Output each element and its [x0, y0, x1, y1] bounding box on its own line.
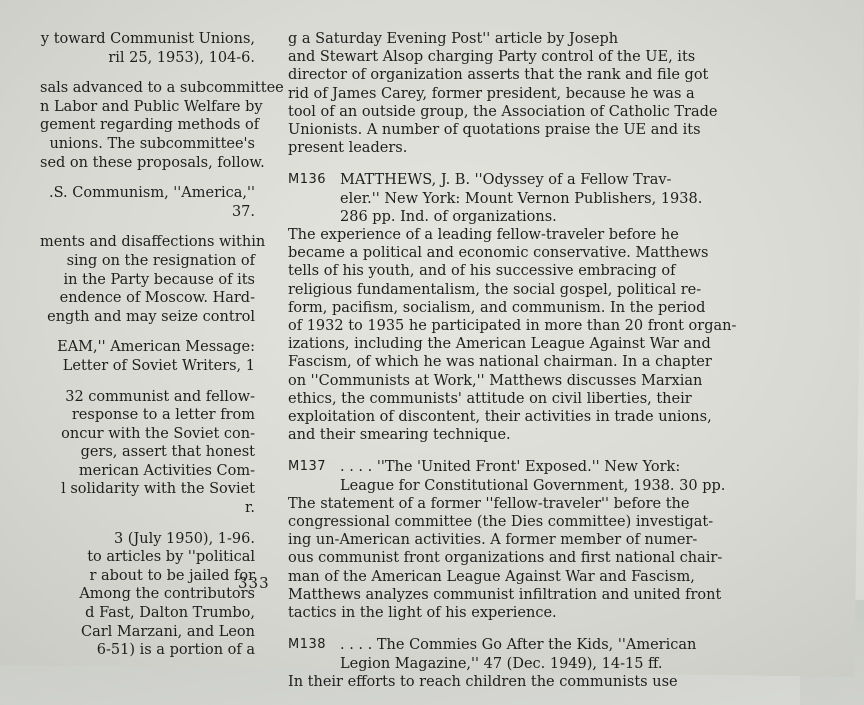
annotation-line: izations, including the American League Against War and — [288, 336, 711, 353]
citation-line: eler.'' New York: Mount Vernon Publishers, 1938. — [340, 190, 703, 207]
text-line: merican Activities Com- — [78, 462, 255, 479]
text-line: to articles by ''political — [87, 549, 255, 566]
text-line: tool of an outside group, the Association of Catholic Trade — [288, 103, 718, 120]
annotation-line: man of the American League Against War and Fascism, — [288, 568, 695, 585]
annotation-line: tells of his youth, and of his successive embracing of — [288, 263, 676, 280]
annotation-line: Fascism, of which he was national chairman. In a chapter — [288, 354, 712, 371]
entry-annotation — [288, 226, 748, 444]
text-line: ength and may seize control — [47, 308, 255, 325]
annotation-line: form, pacifism, socialism, and communism. In the period — [288, 299, 706, 316]
text-line: sals advanced to a subcommittee — [40, 80, 284, 97]
text-line: Letter of Soviet Writers, 1 — [62, 357, 255, 374]
left-column-fragment — [40, 30, 255, 67]
text-line: 32 communist and fellow- — [65, 388, 255, 405]
citation-line: Legion Magazine,'' 47 (Dec. 1949), 14-15 ff. — [340, 655, 663, 672]
annotation-line: on ''Communists at Work,'' Matthews discusses Marxian — [288, 372, 703, 389]
annotation-line: and their smearing technique. — [288, 427, 511, 444]
annotation-line: religious fundamentalism, the social gospel, political re- — [288, 281, 702, 298]
text-line: n Labor and Public Welfare by — [40, 98, 263, 115]
text-line: Carl Marzani, and Leon — [81, 623, 255, 640]
annotation-line: Matthews analyzes communist infiltration and united front — [288, 586, 722, 603]
text-line: in the Party because of its — [63, 271, 255, 288]
citation-line: 286 pp. Ind. of organizations. — [340, 208, 557, 225]
text-line: endence of Moscow. Hard- — [59, 290, 255, 307]
annotation-line: congressional committee (the Dies committee) investigat- — [288, 514, 714, 531]
entry-id: M137 — [288, 459, 327, 475]
text-line: and Stewart Alsop charging Party control of the UE, its — [288, 49, 696, 66]
text-line: r about to be jailed for — [89, 567, 255, 584]
bibliography-entry-m137 — [288, 458, 748, 622]
text-line: 37. — [231, 203, 255, 220]
left-column-fragment — [40, 388, 255, 518]
citation-line: . . . . ''The 'United Front' Exposed.'' New York: — [340, 459, 681, 476]
text-line: d Fast, Dalton Trumbo, — [85, 605, 255, 622]
citation-line: . . . . The Commies Go After the Kids, ''American — [340, 637, 697, 654]
annotation-line: The experience of a leading fellow-traveler before he — [288, 227, 679, 244]
annotation-line: In their efforts to reach children the communists use — [288, 673, 678, 690]
left-column-fragment — [40, 338, 255, 375]
text-line: gers, assert that honest — [80, 444, 255, 461]
text-line: Unionists. A number of quotations praise the UE and its — [288, 122, 701, 139]
annotation-line: ous communist front organizations and first national chair- — [288, 550, 723, 567]
annotation-line: ethics, the communists' attitude on civil liberties, their — [288, 390, 692, 407]
text-line: present leaders. — [288, 140, 408, 157]
text-line: director of organization asserts that the rank and file got — [288, 67, 709, 84]
citation-line: MATTHEWS, J. B. ''Odyssey of a Fellow Trav- — [340, 172, 672, 189]
text-line: 3 (July 1950), 1-96. — [113, 530, 255, 547]
annotation-line: tactics in the light of his experience. — [288, 605, 557, 622]
text-line: .S. Communism, ''America,'' — [49, 185, 255, 202]
bibliography-entry-m136 — [288, 171, 748, 444]
text-line: Among the contributors — [79, 586, 255, 603]
entry-citation — [340, 636, 696, 672]
left-column — [40, 30, 284, 672]
annotation-line: of 1932 to 1935 he participated in more than 20 front organ- — [288, 318, 737, 335]
entry-citation — [340, 458, 725, 494]
left-column-fragment — [40, 184, 255, 221]
annotation-line: The statement of a former ''fellow-traveler'' before the — [288, 495, 690, 512]
text-line: rid of James Carey, former president, because he was a — [288, 85, 695, 102]
text-line: r. — [245, 500, 255, 517]
entry-id: M136 — [288, 172, 327, 188]
text-line: 6-51) is a portion of a — [96, 642, 255, 659]
text-line: ments and disaffections within — [40, 234, 266, 251]
annotation-line: became a political and economic conservative. Matthews — [288, 245, 709, 262]
text-line: gement regarding methods of — [40, 117, 260, 134]
annotation-line: ing un-American activities. A former member of numer- — [288, 532, 698, 549]
text-line: response to a letter from — [71, 407, 255, 424]
text-line: oncur with the Soviet con- — [61, 425, 255, 442]
annotation-line: exploitation of discontent, their activities in trade unions, — [288, 409, 712, 426]
text-line: ril 25, 1953), 104-6. — [108, 49, 255, 66]
continued-entry-text — [288, 30, 748, 157]
page-number: 333 — [238, 574, 270, 592]
bibliography-entry-m138 — [288, 636, 748, 691]
text-line: l solidarity with the Soviet — [61, 481, 255, 498]
text-line: sing on the resignation of — [66, 252, 255, 269]
text-line: sed on these proposals, follow. — [40, 154, 265, 171]
left-column-fragment — [40, 233, 266, 326]
entry-annotation — [288, 495, 748, 622]
text-line: y toward Communist Unions, — [40, 31, 255, 47]
entry-citation — [340, 171, 702, 226]
text-line: g a Saturday Evening Post'' article by Joseph — [288, 31, 619, 47]
left-column-fragment — [40, 530, 255, 660]
entry-id: M138 — [288, 637, 327, 653]
entry-annotation — [288, 673, 748, 691]
citation-line: League for Constitutional Government, 1938. 30 pp. — [340, 477, 726, 494]
right-column — [288, 30, 748, 705]
text-line: EAM,'' American Message: — [57, 339, 255, 356]
text-line: unions. The subcommittee's — [49, 135, 255, 152]
left-column-fragment — [40, 79, 284, 172]
